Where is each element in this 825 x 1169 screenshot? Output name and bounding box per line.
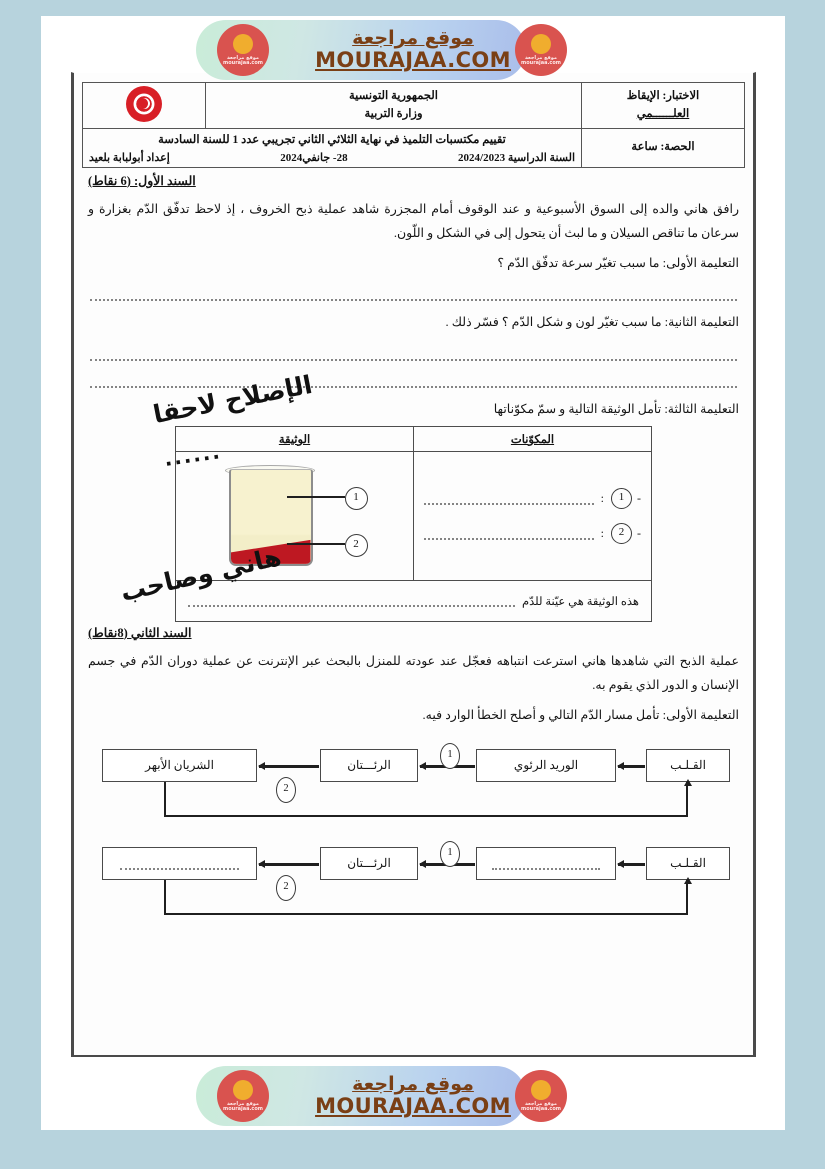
header-row-1 bbox=[83, 83, 745, 129]
session-label: الحصة: ساعة bbox=[631, 141, 695, 153]
leader-line-1 bbox=[287, 496, 345, 499]
flow2-arrow-1 bbox=[259, 863, 319, 865]
header-flag-cell bbox=[83, 83, 206, 129]
header-title-cell bbox=[83, 129, 582, 168]
watermark-bottom bbox=[41, 1062, 785, 1130]
leader-line-2 bbox=[287, 543, 345, 546]
flow1-box-aorta: الشريان الأبهر bbox=[102, 749, 257, 782]
watermark-domain-bottom: MOURAJAA.COM bbox=[315, 1093, 511, 1118]
watermark-arabic: موقع مراجعة bbox=[352, 27, 474, 50]
flow2-blank-dots-1 bbox=[120, 858, 239, 870]
blood-cells-layer bbox=[231, 534, 311, 564]
circulation-diagram-2 bbox=[94, 841, 733, 923]
paper-sheet bbox=[41, 16, 785, 1130]
component-item-1 bbox=[424, 488, 641, 509]
logo-caption-en-3: mourajaa.com bbox=[222, 1106, 263, 1112]
tunisia-flag-icon bbox=[126, 86, 162, 122]
exam-subject: العلــــــمي bbox=[636, 107, 690, 120]
section2-title: السند الثاني (8نقاط) bbox=[88, 625, 192, 640]
beaker-label-2: 2 bbox=[345, 534, 368, 557]
mourajaa-logo-icon-4 bbox=[515, 1070, 567, 1122]
exam-label: الاختبار: الإيقاظ bbox=[626, 89, 700, 102]
component-colon-2: : bbox=[600, 525, 604, 540]
col-header-components: المكوّنات bbox=[414, 426, 652, 451]
answer-line-1[interactable] bbox=[90, 284, 737, 301]
flow1-box-lungs: الرئـــتان bbox=[320, 749, 418, 782]
component-answer-1[interactable] bbox=[424, 491, 594, 505]
watermark-text-top bbox=[315, 28, 511, 71]
flow2-return-path bbox=[164, 880, 688, 915]
flow2-box-lungs: الرئـــتان bbox=[320, 847, 418, 880]
flow1-arrow-3 bbox=[618, 765, 645, 767]
handwriting-note-1: الإصلاح لاحقا bbox=[150, 369, 315, 430]
document-cell bbox=[176, 451, 414, 580]
logo-caption-en-4: mourajaa.com bbox=[520, 1106, 561, 1112]
handwriting-note-3: هاني وصاحب bbox=[117, 541, 284, 608]
section1-task1: التعليمة الأولى: ما سبب تغيّر سرعة تدفّق الدّم ؟ bbox=[497, 255, 739, 270]
flow2-box-blank-1[interactable] bbox=[102, 847, 257, 880]
exam-author: إعداد أبولبابة بلعيد bbox=[89, 151, 170, 164]
blood-sample-diagram bbox=[195, 457, 395, 575]
logo-blob-icon-4 bbox=[531, 1080, 551, 1100]
flow1-arrow-1 bbox=[259, 765, 319, 767]
doc-table-caption-row bbox=[176, 580, 652, 621]
caption-text: هذه الوثيقة هي عيّنة للدّم bbox=[521, 595, 639, 608]
flow1-box-heart: القـلـب bbox=[646, 749, 730, 782]
watermark-text-bottom bbox=[315, 1074, 511, 1117]
section1-task2: التعليمة الثانية: ما سبب تغيّر لون و شكل الدّم ؟ فسّر ذلك . bbox=[445, 315, 739, 330]
flow2-marker-1: 1 bbox=[440, 841, 460, 867]
logo-caption-en-2: mourajaa.com bbox=[520, 60, 561, 66]
flow1-marker-1: 1 bbox=[440, 743, 460, 769]
mourajaa-logo-icon-2 bbox=[515, 24, 567, 76]
document-caption bbox=[188, 594, 639, 608]
header-row-2 bbox=[83, 129, 745, 168]
beaker-icon bbox=[229, 469, 313, 566]
exam-body bbox=[74, 168, 753, 924]
logo-blob-icon-2 bbox=[531, 34, 551, 54]
exam-scan bbox=[71, 72, 756, 1057]
logo-caption-ar-4: موقع مراجعة bbox=[524, 1100, 558, 1107]
header-meta bbox=[89, 150, 575, 164]
exam-header-table bbox=[82, 82, 745, 168]
exam-title: تقييم مكتسبات التلميذ في نهاية الثلاثي الثاني تجريبي عدد 1 للسنة السادسة bbox=[158, 134, 506, 146]
header-republic-cell bbox=[206, 83, 582, 129]
watermark-arabic-bottom: موقع مراجعة bbox=[352, 1073, 474, 1096]
exam-date: 28- جانفي2024 bbox=[280, 151, 348, 164]
school-year: السنة الدراسية 2024/2023 bbox=[458, 151, 575, 164]
component-dash-1: - bbox=[637, 490, 641, 505]
col-header-document: الوثيقة bbox=[176, 426, 414, 451]
component-item-2 bbox=[424, 523, 641, 544]
republic-title: الجمهورية التونسية bbox=[348, 89, 438, 102]
section1-title: السند الأول: (6 نقاط) bbox=[88, 173, 196, 188]
components-cell bbox=[414, 451, 652, 580]
section2-task1: التعليمة الأولى: تأمل مسار الدّم التالي و أصلح الخطأ الوارد فيه. bbox=[422, 707, 739, 722]
section1-task3: التعليمة الثالثة: تأمل الوثيقة التالية و سمّ مكوّناتها bbox=[493, 402, 739, 417]
section1-paragraph: رافق هاني والده إلى السوق الأسبوعية و عند الوقوف أمام المجزرة شاهد عملية ذبح الخروف ، إذ لاحظ تدفّق الدّم بغزارة و سرعان ما تناقص السيلان و ما لبث أن يتحول إلى في الشكل و اللّون. bbox=[88, 201, 739, 241]
ministry-title: وزارة التربية bbox=[364, 107, 423, 120]
answer-line-2[interactable] bbox=[90, 344, 737, 361]
logo-blob-icon bbox=[233, 34, 253, 54]
flow2-box-blank-2[interactable] bbox=[476, 847, 616, 880]
flow2-arrow-3 bbox=[618, 863, 645, 865]
document-caption-cell bbox=[176, 580, 652, 621]
caption-answer-line[interactable] bbox=[188, 594, 515, 607]
watermark-top bbox=[41, 16, 785, 84]
component-answer-2[interactable] bbox=[424, 526, 594, 540]
logo-caption-ar-2: موقع مراجعة bbox=[524, 54, 558, 61]
component-number-2: 2 bbox=[611, 523, 632, 544]
flow2-marker-2: 2 bbox=[276, 875, 296, 901]
component-number-1: 1 bbox=[611, 488, 632, 509]
answer-line-3[interactable] bbox=[90, 371, 737, 388]
logo-caption-ar-3: موقع مراجعة bbox=[226, 1100, 260, 1107]
watermark-domain: MOURAJAA.COM bbox=[315, 47, 511, 72]
component-dash-2: - bbox=[637, 525, 641, 540]
flow2-blank-dots-2 bbox=[492, 858, 600, 870]
doc-table-header-row bbox=[176, 426, 652, 451]
beaker-label-1: 1 bbox=[345, 487, 368, 510]
logo-caption-en: mourajaa.com bbox=[222, 60, 263, 66]
flow1-box-pulmonary-vein: الوريد الرئوي bbox=[476, 749, 616, 782]
document-table-wrap bbox=[88, 426, 739, 622]
flow1-return-path bbox=[164, 782, 688, 817]
header-exam-cell bbox=[582, 83, 745, 129]
flow1-marker-2: 2 bbox=[276, 777, 296, 803]
flow2-box-heart: القـلـب bbox=[646, 847, 730, 880]
mourajaa-logo-icon bbox=[217, 24, 269, 76]
doc-table-content-row bbox=[176, 451, 652, 580]
component-colon-1: : bbox=[600, 490, 604, 505]
document-components-table bbox=[175, 426, 652, 622]
circulation-diagram-1 bbox=[94, 743, 733, 825]
logo-blob-icon-3 bbox=[233, 1080, 253, 1100]
handwriting-note-2: ...... bbox=[162, 439, 223, 471]
header-session-cell bbox=[582, 129, 745, 168]
section2-paragraph: عملية الذبح التي شاهدها هاني استرعت انتباهه فعجّل عند عودته للمنزل بالبحث عبر الإنترنت عن عملية دوران الدّم في جسم الإنسان و الدور الذي يقوم به. bbox=[88, 653, 739, 693]
logo-caption-ar: موقع مراجعة bbox=[226, 54, 260, 61]
mourajaa-logo-icon-3 bbox=[217, 1070, 269, 1122]
